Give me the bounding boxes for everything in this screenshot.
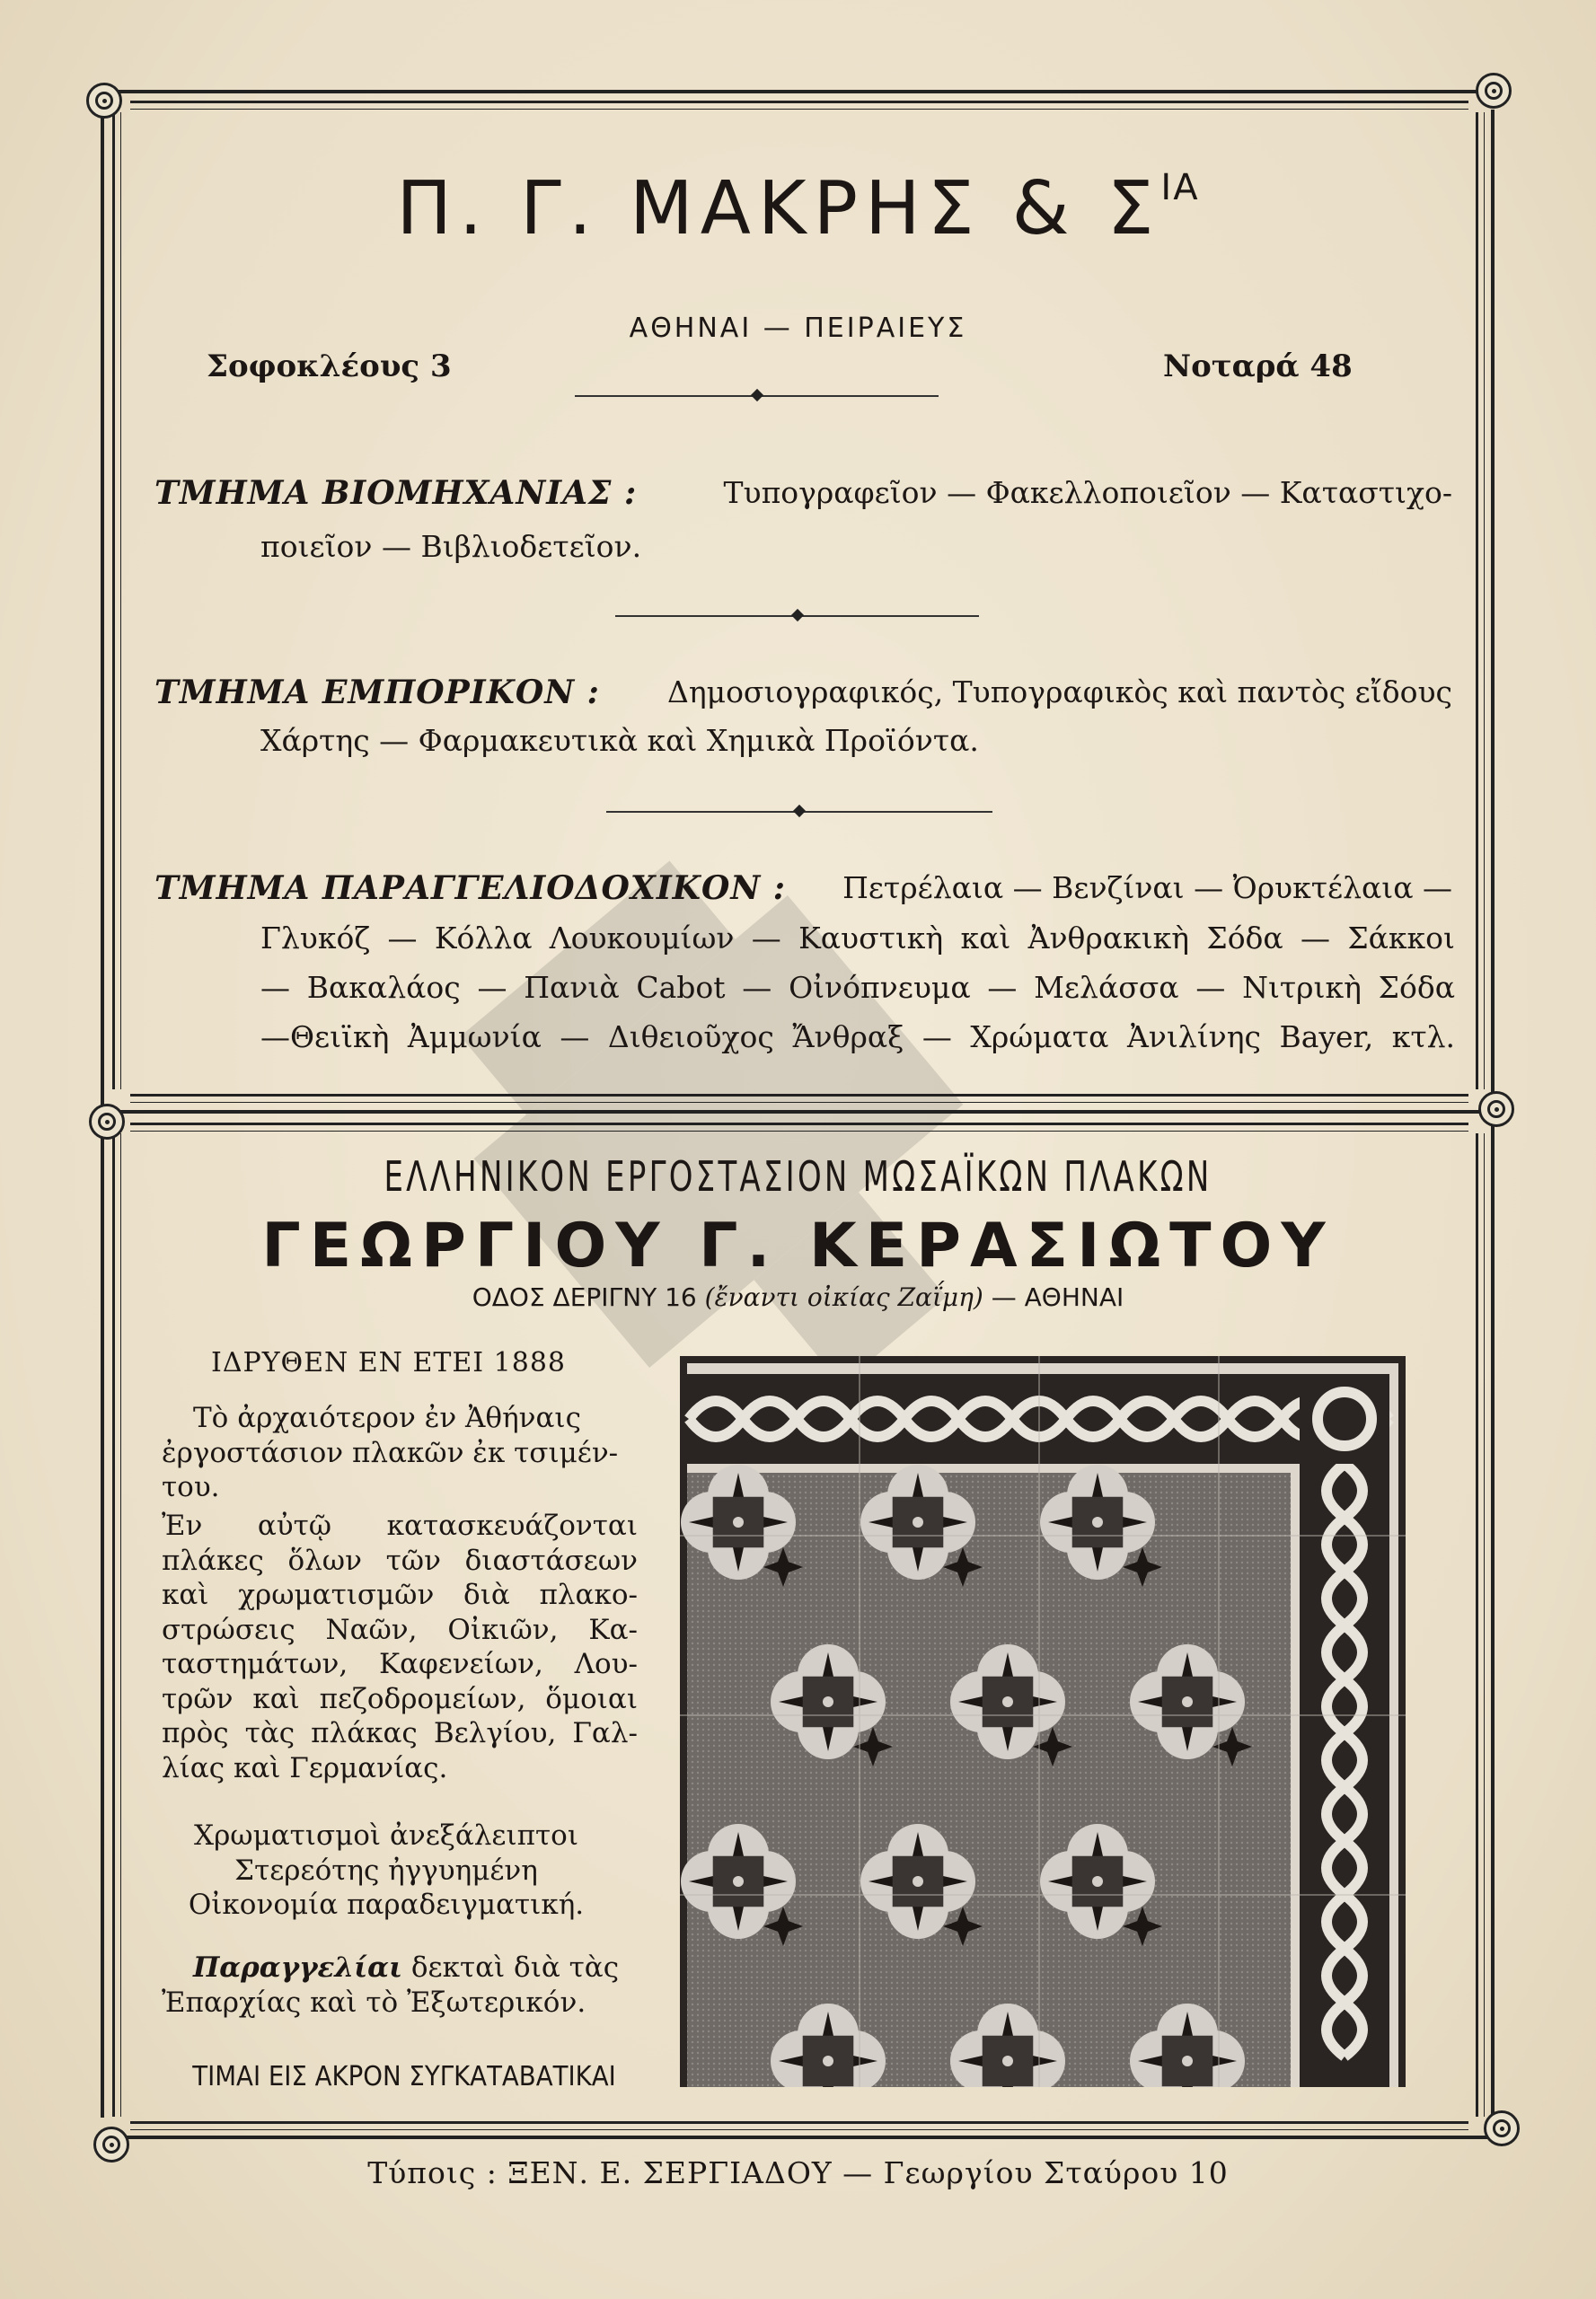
- section-text-line: Τυπογραφεῖον — Φακελλοποιεῖον — Καταστιχο-: [723, 475, 1452, 510]
- owner-name: ΓΕΩΡΓΙΟΥ Γ. ΚΕΡΑΣΙΩΤΟΥ: [261, 1211, 1335, 1282]
- corner-ornament-middle-right: [1478, 1091, 1514, 1127]
- founded-year: ΙΔΡΥΘΕΝ ΕΝ ΕΤΕΙ 1888: [211, 1347, 567, 1379]
- section-text-line: — Βακαλάος — Πανιὰ Cabot — Οἰνόπνευμα — Μελάσσα — Νιτρικὴ Σόδα: [260, 970, 1455, 1005]
- orders-note: [162, 1951, 629, 2020]
- section-orders: [154, 869, 1452, 907]
- text-line: καὶ χρωματισμῶν διὰ πλακο-: [162, 1579, 638, 1611]
- frame-middle-rule: [101, 1110, 1497, 1114]
- factory-address: ΟΔΟΣ ΔΕΡΙΓΝΥ 16 (ἔναντι οἰκίας Ζαΐμη) — ΑΘΗΝΑΙ: [472, 1282, 1124, 1312]
- company-name: Π. Γ. ΜΑΚΡΗΣ & $\Sigma^{IA}$: [396, 166, 1200, 251]
- text-line: Χρωματισμοὶ ἀνεξάλειπτοι: [194, 1819, 578, 1852]
- text-line: Οἰκονομία παραδειγματική.: [188, 1889, 585, 1921]
- separator: [615, 615, 979, 617]
- section-heading: ΤΜΗΜΑ ΒΙΟΜΗΧΑΝΙΑΣ :: [154, 474, 638, 512]
- text-line: στρώσεις Ναῶν, Οἰκιῶν, Κα-: [162, 1613, 638, 1646]
- frame-middle-upper-rule: [130, 1094, 1468, 1103]
- section-text-line: Χάρτης — Φαρμακευτικὰ καὶ Χημικὰ Προϊόντα.: [260, 723, 979, 758]
- corner-ornament-middle-left: [89, 1104, 125, 1140]
- orders-label: Παραγγελίαι: [193, 1951, 402, 1984]
- corner-ornament-top-right: [1476, 73, 1512, 109]
- section-heading: ΤΜΗΜΑ ΠΑΡΑΓΓΕΛΙΟΔΟΧΙΚΟΝ :: [154, 869, 787, 907]
- text-line: λίας καὶ Γερμανίας.: [162, 1751, 448, 1784]
- section-text-line: ποιεῖον — Βιβλιοδετεῖον.: [260, 529, 642, 564]
- frame-right-inner-rule-top: [1476, 112, 1485, 1089]
- address-piraeus: Νοταρά 48: [1163, 348, 1353, 384]
- company-cities: ΑΘΗΝΑΙ — ΠΕΙΡΑΙΕΥΣ: [629, 313, 967, 344]
- frame-top-rule: [101, 90, 1497, 93]
- section-commerce: [154, 674, 1452, 711]
- text-line: ταστημάτων, Καφενείων, Λου-: [162, 1648, 638, 1680]
- address-athens: Σοφοκλέους 3: [207, 348, 452, 384]
- frame-left-inner-rule-top: [112, 112, 121, 1089]
- section-text-line: Γλυκόζ — Κόλλα Λουκουμίων — Καυστικὴ καὶ Ἀνθρακικὴ Σόδα — Σάκκοι: [260, 920, 1455, 956]
- qualities-list: [162, 1819, 611, 1923]
- separator: [606, 811, 992, 813]
- frame-top-inner-rule: [130, 101, 1468, 110]
- section-heading: ΤΜΗΜΑ ΕΜΠΟΡΙΚΟΝ :: [154, 674, 600, 711]
- text-line: Ἐν αὐτῷ κατασκευάζονται: [162, 1510, 638, 1542]
- text-line: δεκταὶ διὰ τὰς: [410, 1951, 620, 1984]
- corner-ornament-top-left: [86, 83, 122, 119]
- section-text-line: Πετρέλαια — Βενζίναι — Ὀρυκτέλαια —: [842, 870, 1452, 905]
- text-line: Στερεότης ἠγγυημένη: [234, 1854, 538, 1887]
- section-text-line: Δημοσιογραφικός, Τυπογραφικὸς καὶ παντὸς εἴδους: [667, 674, 1452, 709]
- text-line: πλάκες ὅλων τῶν διαστάσεων: [162, 1544, 638, 1577]
- frame-bottom-inner-rule: [130, 2121, 1468, 2130]
- text-line: Τὸ ἀρχαιότερον ἐν Ἀθήναις: [193, 1402, 581, 1434]
- prices-slogan: ΤΙΜΑΙ ΕΙΣ ΑΚΡΟΝ ΣΥΓΚΑΤΑΒΑΤΙΚΑΙ: [192, 2061, 616, 2092]
- separator: [575, 395, 939, 397]
- printer-imprint: Τύποις : ΞΕΝ. Ε. ΣΕΡΓΙΑΔΟΥ — Γεωργίου Σταύρου 10: [367, 2155, 1229, 2190]
- corner-ornament-bottom-right: [1484, 2110, 1520, 2146]
- section-industry: [154, 474, 1452, 512]
- mosaic-tile-illustration: [680, 1356, 1406, 2087]
- text-line: τρῶν καὶ πεζοδρομείων, ὅμοιαι: [162, 1682, 638, 1715]
- frame-middle-lower-rule: [130, 1123, 1468, 1132]
- text-line: Ἐπαρχίας καὶ τὸ Ἐξωτερικόν.: [162, 1986, 586, 2019]
- factory-title: ΕΛΛΗΝΙΚΟΝ ΕΡΓΟΣΤΑΣΙΟΝ ΜΩΣΑΪΚΩΝ ΠΛΑΚΩΝ: [384, 1152, 1212, 1201]
- intro-paragraph: [162, 1401, 629, 1505]
- text-line: ἐργοστάσιον πλακῶν ἐκ τσιμέν-: [162, 1436, 619, 1469]
- text-line: πρὸς τὰς πλάκας Βελγίου, Γαλ-: [162, 1717, 638, 1749]
- section-text-line: —Θειϊκὴ Ἀμμωνία — Διθειοῦχος Ἄνθραξ — Χρώματα Ἀνιλίνης Bayer, κτλ.: [260, 1019, 1455, 1054]
- frame-bottom-rule: [101, 2136, 1497, 2139]
- products-paragraph: [162, 1509, 638, 1785]
- text-line: του.: [162, 1471, 220, 1503]
